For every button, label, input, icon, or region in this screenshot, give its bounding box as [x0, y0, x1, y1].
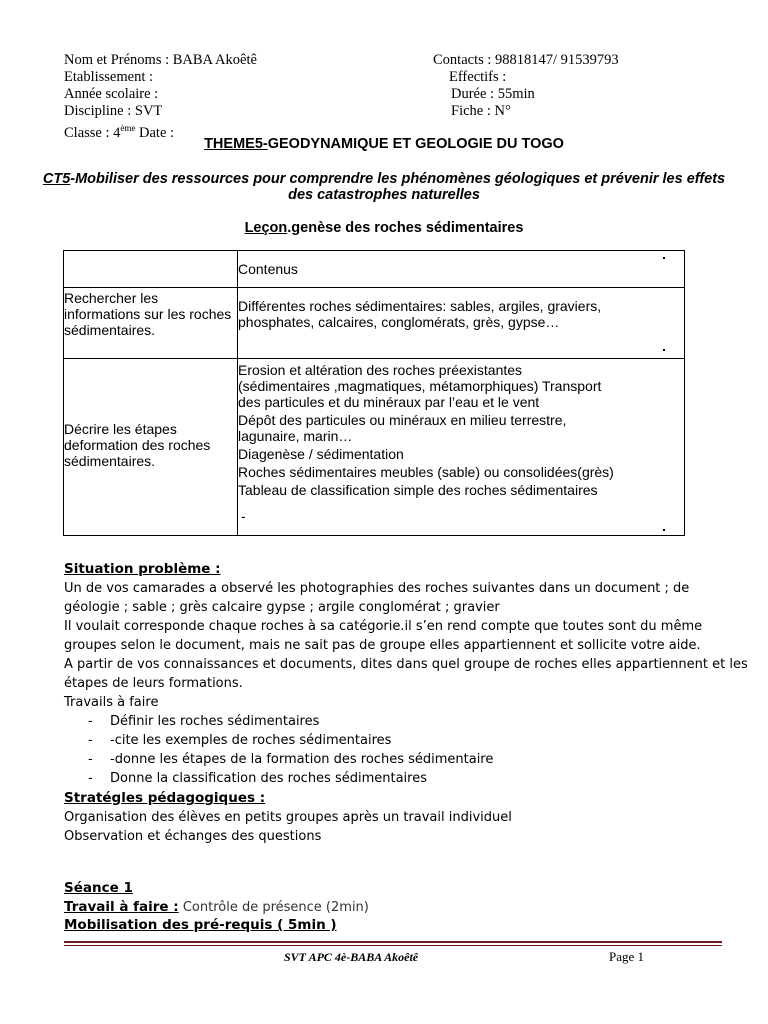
row2-objective: Décrire les étapes deformation des roches sédimentaires.: [64, 421, 211, 469]
situation-line: Il voulait corresponde chaque roches à sa catégorie.il s’en rend compte que toutes sont du même: [64, 619, 703, 634]
strategies-title: Stratégles pédagogiques :: [64, 790, 266, 806]
theme-heading: THEME5-GEODYNAMIQUE ET GEOLOGIE DU TOGO: [204, 136, 564, 152]
situation-line: géologie ; sable ; grès calcaire gypse ; argile conglomérat ; gravier: [64, 600, 500, 615]
competence-heading: CT5-Mobiliser des ressources pour comprendre les phénomènes géologiques et prévenir les effets des catastrophes naturelles: [42, 171, 726, 203]
task-bullet: -: [88, 714, 93, 729]
travails-label: Travails à faire: [64, 695, 159, 710]
teacher-name: Nom et Prénoms : BABA Akoêtê: [64, 52, 257, 68]
duree: Durée : 55min: [451, 86, 535, 102]
effectifs: Effectifs :: [449, 69, 507, 85]
mobilisation-title: Mobilisation des pré-requis ( 5min ): [64, 917, 337, 933]
fiche: Fiche : N°: [451, 103, 511, 119]
table-header-contenus: Contenus: [238, 261, 298, 277]
footer-divider: [64, 941, 722, 943]
task-bullet: -: [88, 752, 93, 767]
situation-line: Un de vos camarades a observé les photographies des roches suivantes dans un document ; de: [64, 581, 690, 596]
lecon-title: Leçon.genèse des roches sédimentaires: [244, 220, 524, 236]
annee-scolaire: Année scolaire :: [64, 86, 159, 102]
footer-divider-thin: [64, 945, 722, 946]
discipline: Discipline : SVT: [64, 103, 163, 119]
etablissement: Etablissement :: [64, 69, 153, 85]
strategies-line: Observation et échanges des questions: [64, 829, 322, 844]
page-number: Page 1: [609, 949, 645, 964]
seance-title: Séance 1: [64, 880, 133, 896]
situation-line: étapes de leurs formations.: [64, 676, 243, 691]
situation-line: A partir de vos connaissances et documents, dites dans quel groupe de roches elles appartiennent et les: [64, 657, 748, 672]
contacts: Contacts : 98818147/ 91539793: [433, 52, 619, 68]
task-item: -donne les étapes de la formation des roches sédimentaire: [110, 752, 494, 767]
task-item: Donne la classification des roches sédimentaires: [110, 771, 428, 786]
situation-line: groupes selon le document, mais ne sait pas de groupe elles appartiennent et sollicite votre aide.: [64, 638, 701, 653]
row1-objective: Rechercher les informations sur les roches sédimentaires.: [64, 290, 232, 338]
row2-content: Erosion et altération des roches préexistantes (sédimentaires ,magmatiques, métamorphiques) Transport des particules et du minéraux par l’eau et le vent Dépôt des particules ou minéraux en milieu terrestre, lagunaire, marin… Diagenèse / sédimentation Roches sédimentaires meubles (sable) ou consolidées(grès) Tableau de classification simple des roches sédimentaires -: [238, 362, 614, 524]
travail-line: Travail à faire : Contrôle de présence (2min): [64, 899, 369, 915]
row1-content: Différentes roches sédimentaires: sables, argiles, graviers, phosphates, calcaires, conglomérats, grès, gypse…: [238, 298, 602, 330]
footer-text: SVT APC 4è-BABA Akoêtê: [284, 950, 419, 964]
strategies-line: Organisation des élèves en petits groupes après un travail individuel: [64, 810, 512, 825]
classe-date: Classe : 4ème Date :: [64, 123, 175, 141]
task-item: -cite les exemples de roches sédimentaires: [110, 733, 392, 748]
situation-title: Situation problème :: [64, 561, 221, 577]
task-bullet: -: [88, 771, 93, 786]
task-bullet: -: [88, 733, 93, 748]
contents-table: [63, 250, 685, 536]
task-item: Définir les roches sédimentaires: [110, 714, 320, 729]
